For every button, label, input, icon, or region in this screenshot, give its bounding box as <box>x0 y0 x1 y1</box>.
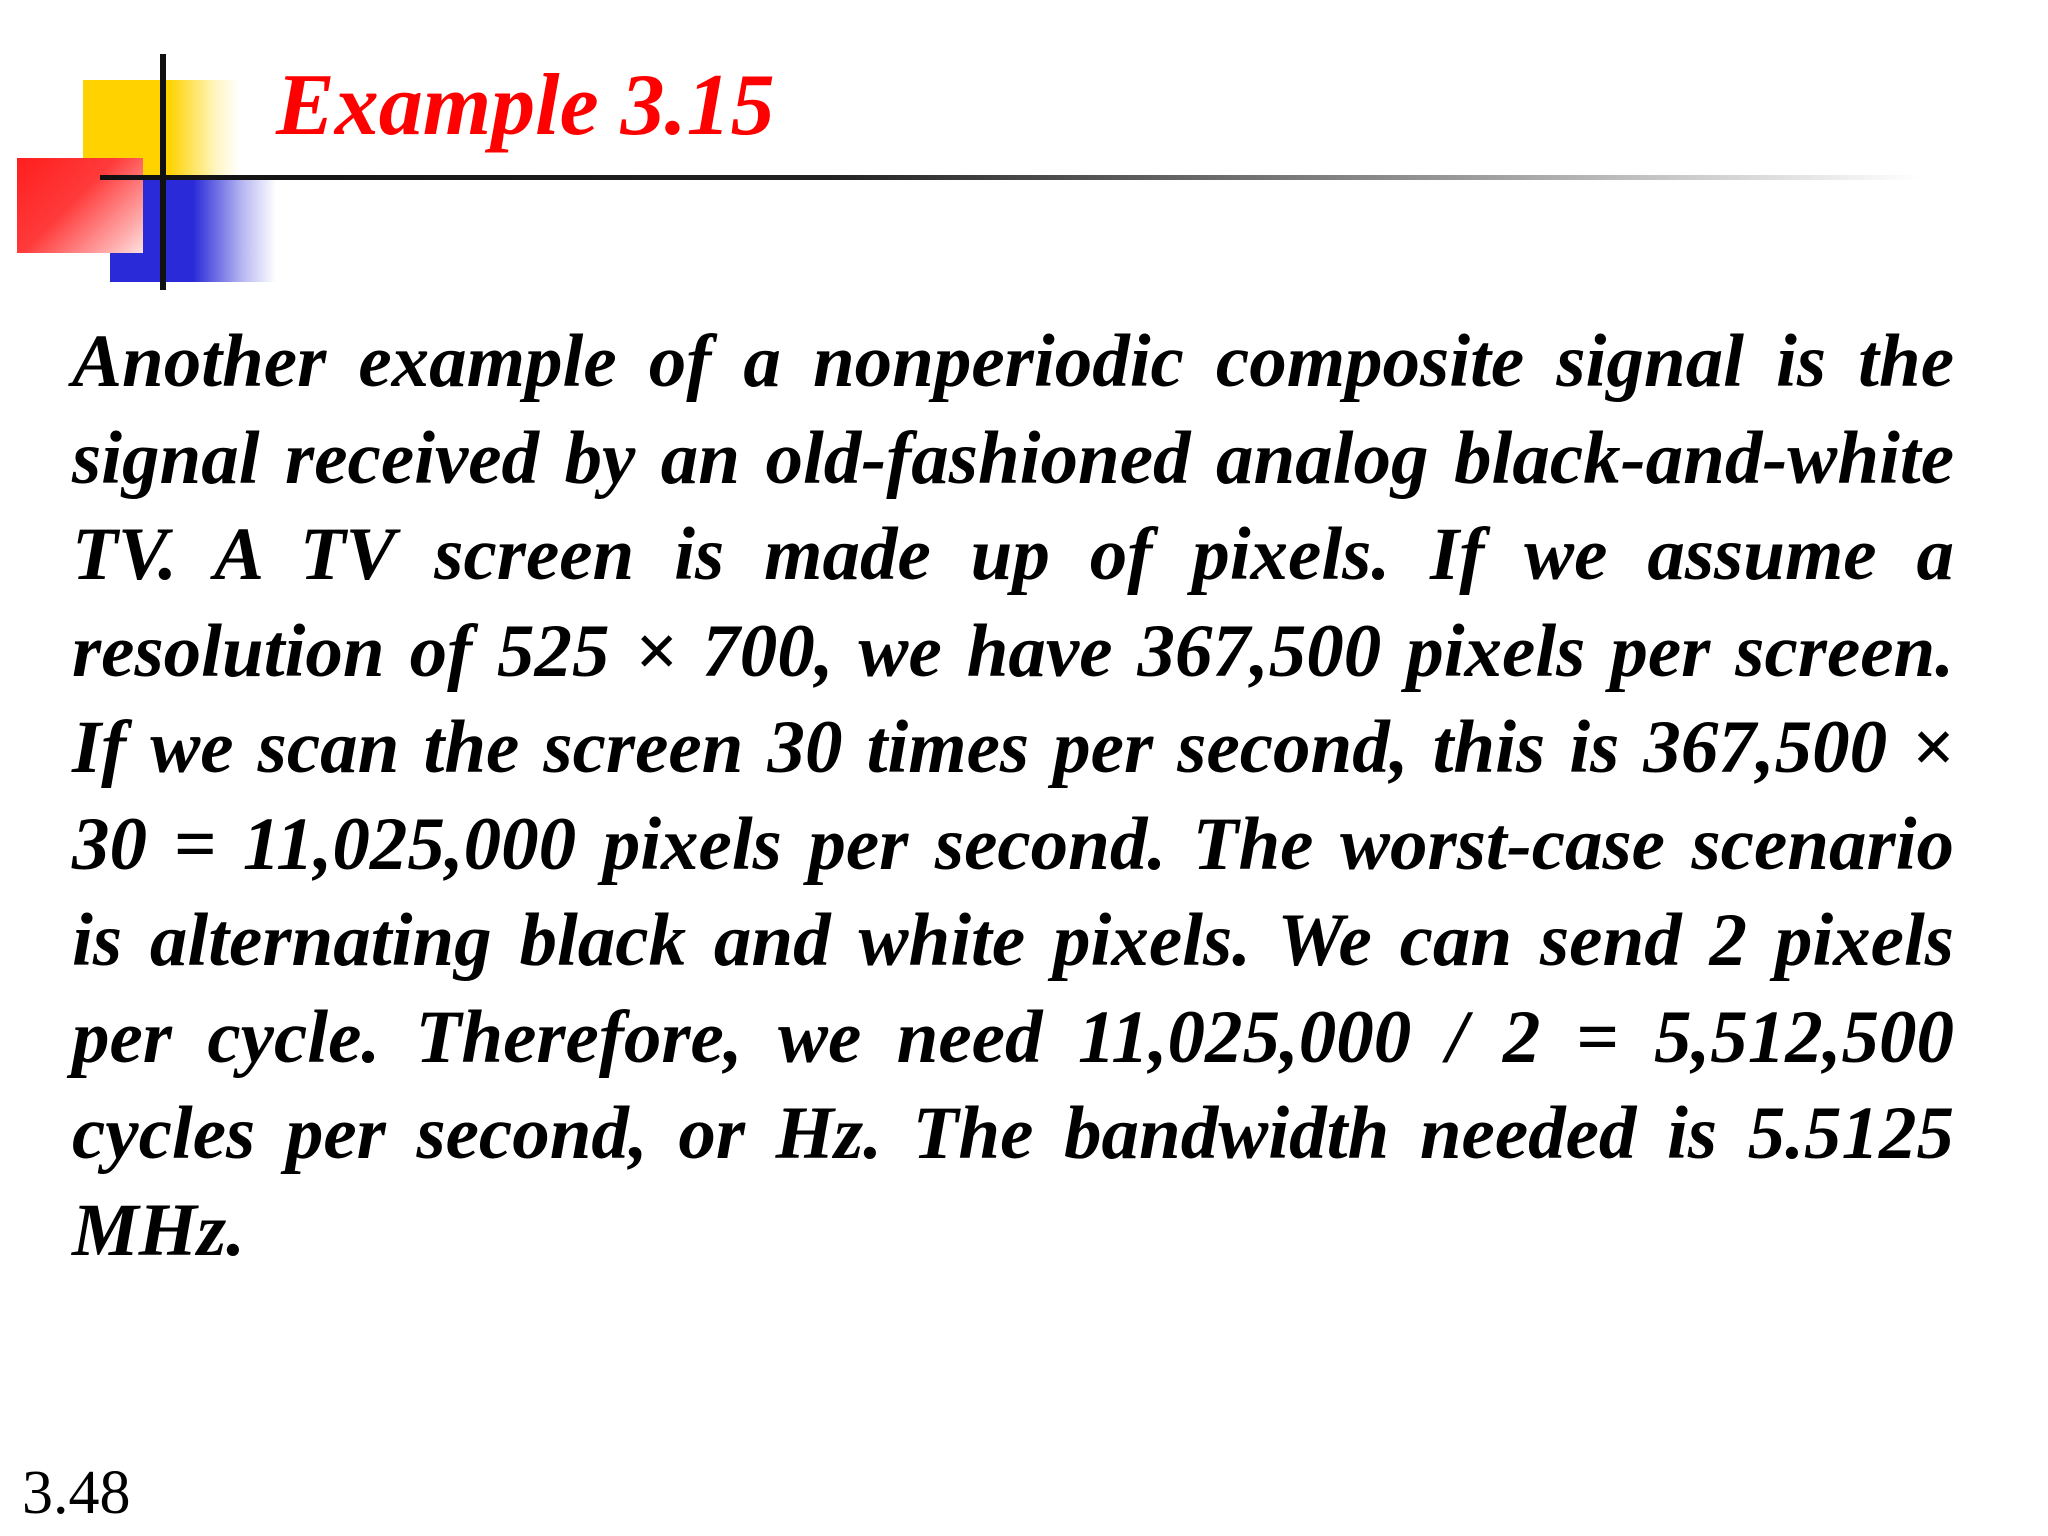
page-number: 3.48 <box>22 1459 131 1527</box>
slide-body-text: Another example of a nonperiodic composite signal is the signal received by an old-fashioned analog black-and-white TV. A TV screen is made up of pixels. If we assume a resolution of 525 × 700, we have 367,500 pixels per screen. If we scan the screen 30 times per second, this is 367,500 × 30 = 11,025,000 pixels per second. The worst-case scenario is alternating black and white pixels. We can send 2 pixels per cycle. Therefore, we need 11,025,000 / 2 = 5,512,500 cycles per second, or Hz. The bandwidth needed is 5.5125 MHz. <box>72 320 1954 1272</box>
decorative-vertical-line <box>160 54 166 290</box>
slide-title: Example 3.15 <box>276 57 775 154</box>
decorative-red-square <box>17 158 143 253</box>
title-underline <box>100 175 1920 180</box>
